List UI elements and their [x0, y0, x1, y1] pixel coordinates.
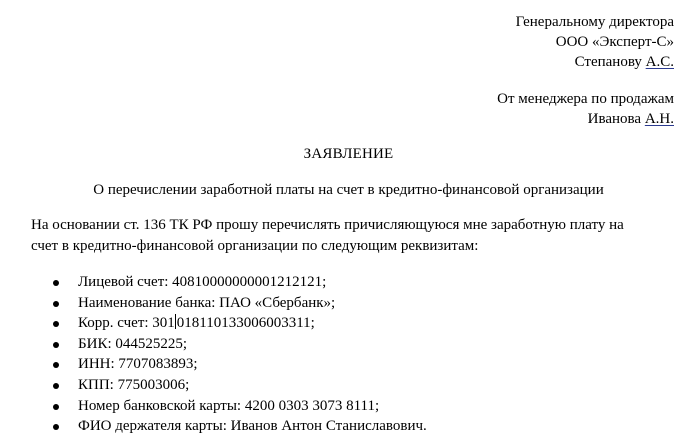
- inn-text: ИНН: 7707083893;: [78, 356, 198, 373]
- list-item-bank: [31, 293, 427, 314]
- bullet-icon: [53, 342, 59, 348]
- addressee-block: [516, 12, 674, 72]
- addressee-company: ООО «Эксперт-С»: [555, 34, 674, 50]
- bullet-icon: [53, 404, 59, 410]
- bullet-icon: [53, 362, 59, 368]
- bullet-icon: [53, 383, 59, 389]
- bullet-icon: [53, 321, 59, 327]
- addressee-position: Генеральному директора: [515, 14, 674, 30]
- bullet-icon: [53, 301, 59, 307]
- sender-position: От менеджера по продажам: [497, 91, 674, 107]
- holder-text: ФИО держателя карты: Иванов Антон Станиславович.: [78, 418, 427, 435]
- requisites-list: [31, 272, 427, 437]
- sender-surname: Иванова: [587, 111, 642, 127]
- list-item-corr-account: [31, 313, 427, 334]
- body-line-2: счет в кредитно-финансовой организации по следующим реквизитам:: [31, 238, 479, 254]
- addressee-name: [516, 52, 674, 72]
- card-text: Номер банковской карты: 4200 0303 3073 8111;: [78, 397, 380, 414]
- addressee-surname: Степанову: [574, 54, 642, 70]
- corr-text-after-cursor: 01811013300600331​1;: [176, 315, 315, 332]
- body-line-1: На основании ст. 136 ТК РФ прошу перечислять причисляющуюся мне заработную плату на: [31, 217, 624, 233]
- corr-text-before-cursor: Корр. счет: 301: [78, 315, 175, 332]
- sender-block: [497, 89, 674, 129]
- list-item-kpp: [31, 375, 427, 396]
- sender-initials: А.Н.: [644, 111, 674, 127]
- document-title: ЗАЯВЛЕНИЕ: [303, 146, 394, 162]
- document-subject: О перечислении заработной платы на счет в кредитно-финансовой организации: [93, 182, 604, 198]
- addressee-initials: А.С.: [645, 54, 674, 70]
- list-item-bik: [31, 334, 427, 355]
- kpp-text: КПП: 775003006;: [78, 376, 190, 393]
- bullet-icon: [53, 424, 59, 430]
- bik-text: БИК: 044525225;: [78, 335, 188, 352]
- sender-name: [497, 109, 674, 129]
- list-item-card: [31, 396, 427, 417]
- list-item-account: [31, 272, 427, 293]
- list-item-holder: [31, 416, 427, 437]
- bank-text: Наименование банка: ПАО «Сбербанк»;: [78, 294, 336, 311]
- list-item-inn: [31, 354, 427, 375]
- body-paragraph: [31, 215, 681, 257]
- bullet-icon: [53, 280, 59, 286]
- account-text: Лицевой счет: 40810000000001212121;: [78, 274, 327, 290]
